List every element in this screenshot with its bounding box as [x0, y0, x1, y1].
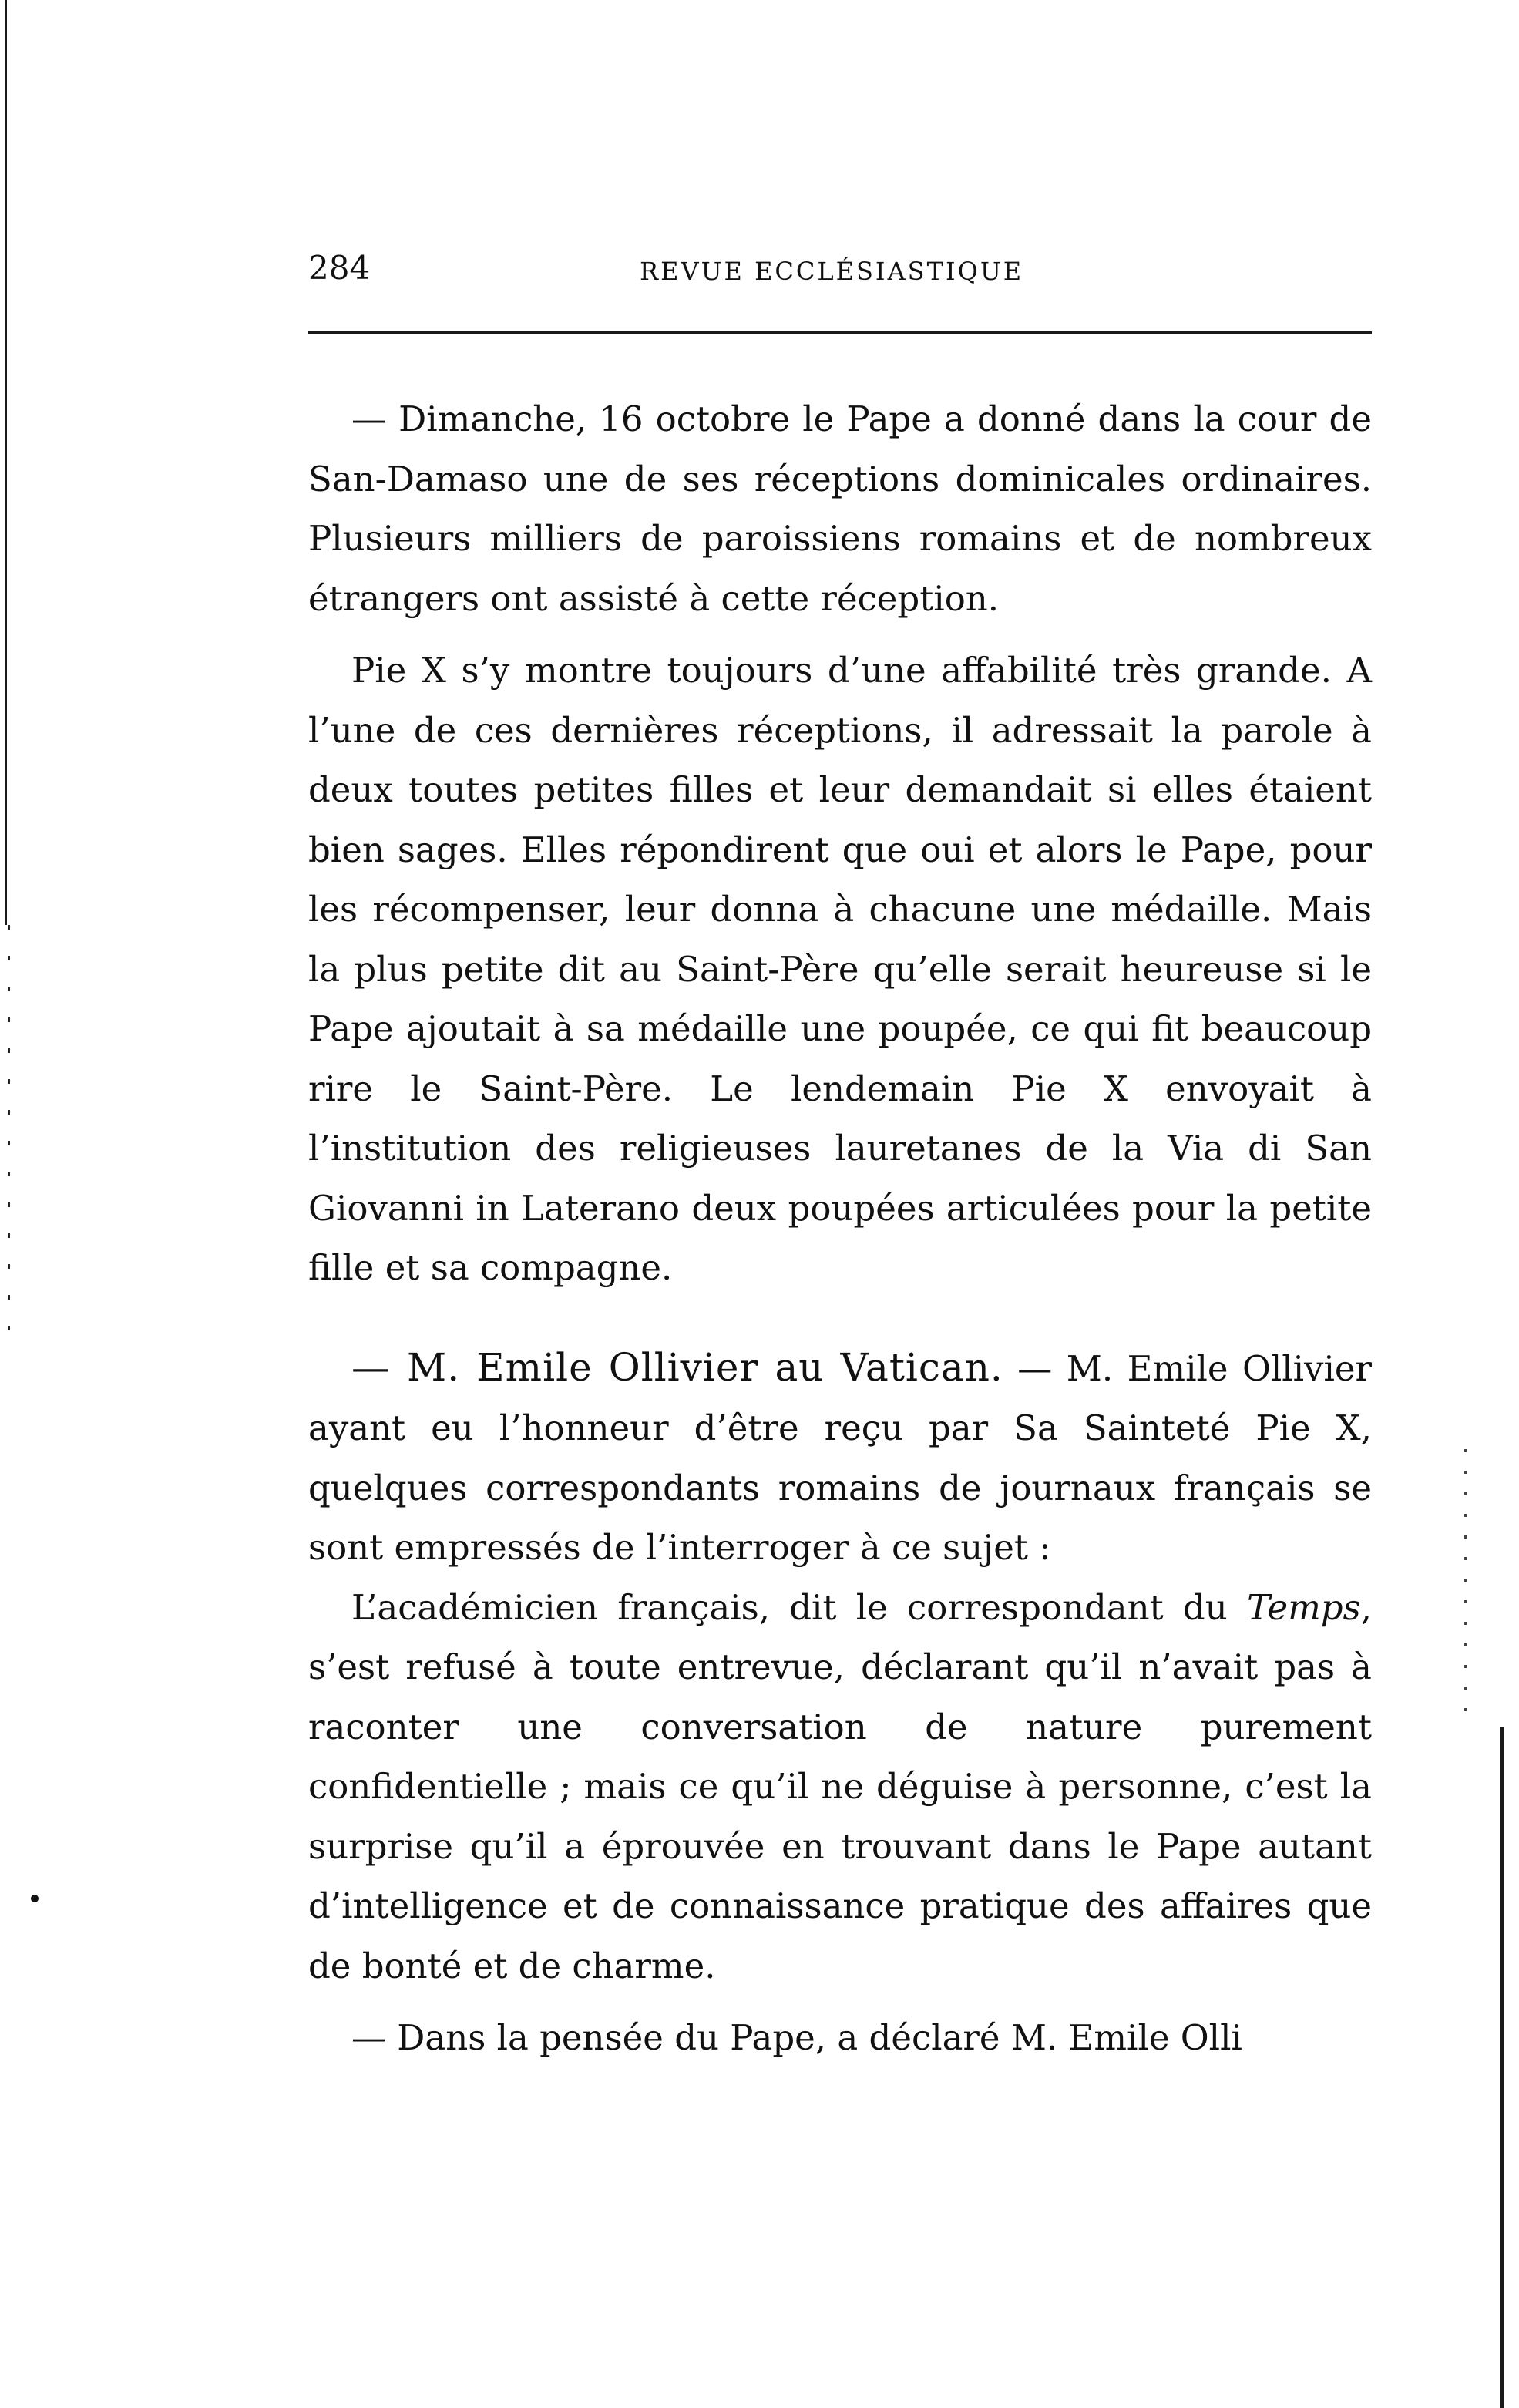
journal-title: REVUE ECCLÉSIASTIQUE	[640, 257, 1024, 286]
paragraph-pius-x-dolls: Pie X s’y montre toujours d’une affabilité très grande. A l’une de ces dernières réceptions, il adressait la parole à deux toutes petites filles et leur demandait si elles étaient bien sages. Elles répondirent que oui et alors le Pape, pour les récompenser, leur donna à chacune une médaille. Mais la plus petite dit au Saint-Père qu’elle serait heureuse si le Pape ajoutait à sa médaille une poupée, ce qui fit beaucoup rire le Saint-Père. Le lendemain Pie X envoyait à l’institution des religieuses lauretanes de la Via di San Giovanni in Laterano deux poupées articulées pour la petite fille et sa compagne.	[308, 650, 1372, 1288]
paragraph-academician-start: L’académicien français, dit le correspondant du	[351, 1586, 1247, 1628]
scan-artifact-dots	[8, 925, 10, 1357]
paragraph-ollivier-text: — M. Emile Ollivier ayant eu l’honneur d’être reçu par Sa Sainteté Pie X, quelques correspondants romains de journaux français se sont empressés de l’interroger à ce sujet :	[308, 1347, 1372, 1568]
paragraph-pope-thought: — Dans la pensée du Pape, a déclaré M. Emile Olli	[351, 2017, 1242, 2058]
paragraph-academician	[308, 1578, 1372, 1996]
section-heading-ollivier: — M. Emile Ollivier au Vatican.	[351, 1344, 1003, 1390]
paragraph-sunday-reception: — Dimanche, 16 octobre le Pape a donné dans la cour de San-Damaso une de ses réceptions dominicales ordinaires. Plusieurs milliers de paroissiens romains et de nombreux étrangers ont assisté à cette réception.	[308, 399, 1372, 619]
scan-artifact-dots-right	[1464, 1449, 1467, 1727]
article-body	[308, 389, 1372, 2068]
ink-speck	[31, 1895, 39, 1902]
paragraph-academician-rest: , s’est refusé à toute entrevue, déclarant qu’il n’avait pas à raconter une conversation de nature purement confidentielle ; mais ce qu’il ne déguise à personne, c’est la surprise qu’il a éprouvée en trouvant dans le Pape autant d’intelligence et de connaissance pratique des affaires que de bonté et de charme.	[308, 1586, 1372, 1986]
running-head	[308, 245, 1372, 291]
paragraph-ollivier	[308, 1338, 1372, 1578]
newspaper-title: Temps	[1246, 1586, 1361, 1628]
binding-edge-right	[1500, 1727, 1504, 2408]
page-number: 284	[308, 249, 371, 287]
header-rule	[308, 331, 1372, 334]
binding-edge-left	[5, 0, 7, 925]
